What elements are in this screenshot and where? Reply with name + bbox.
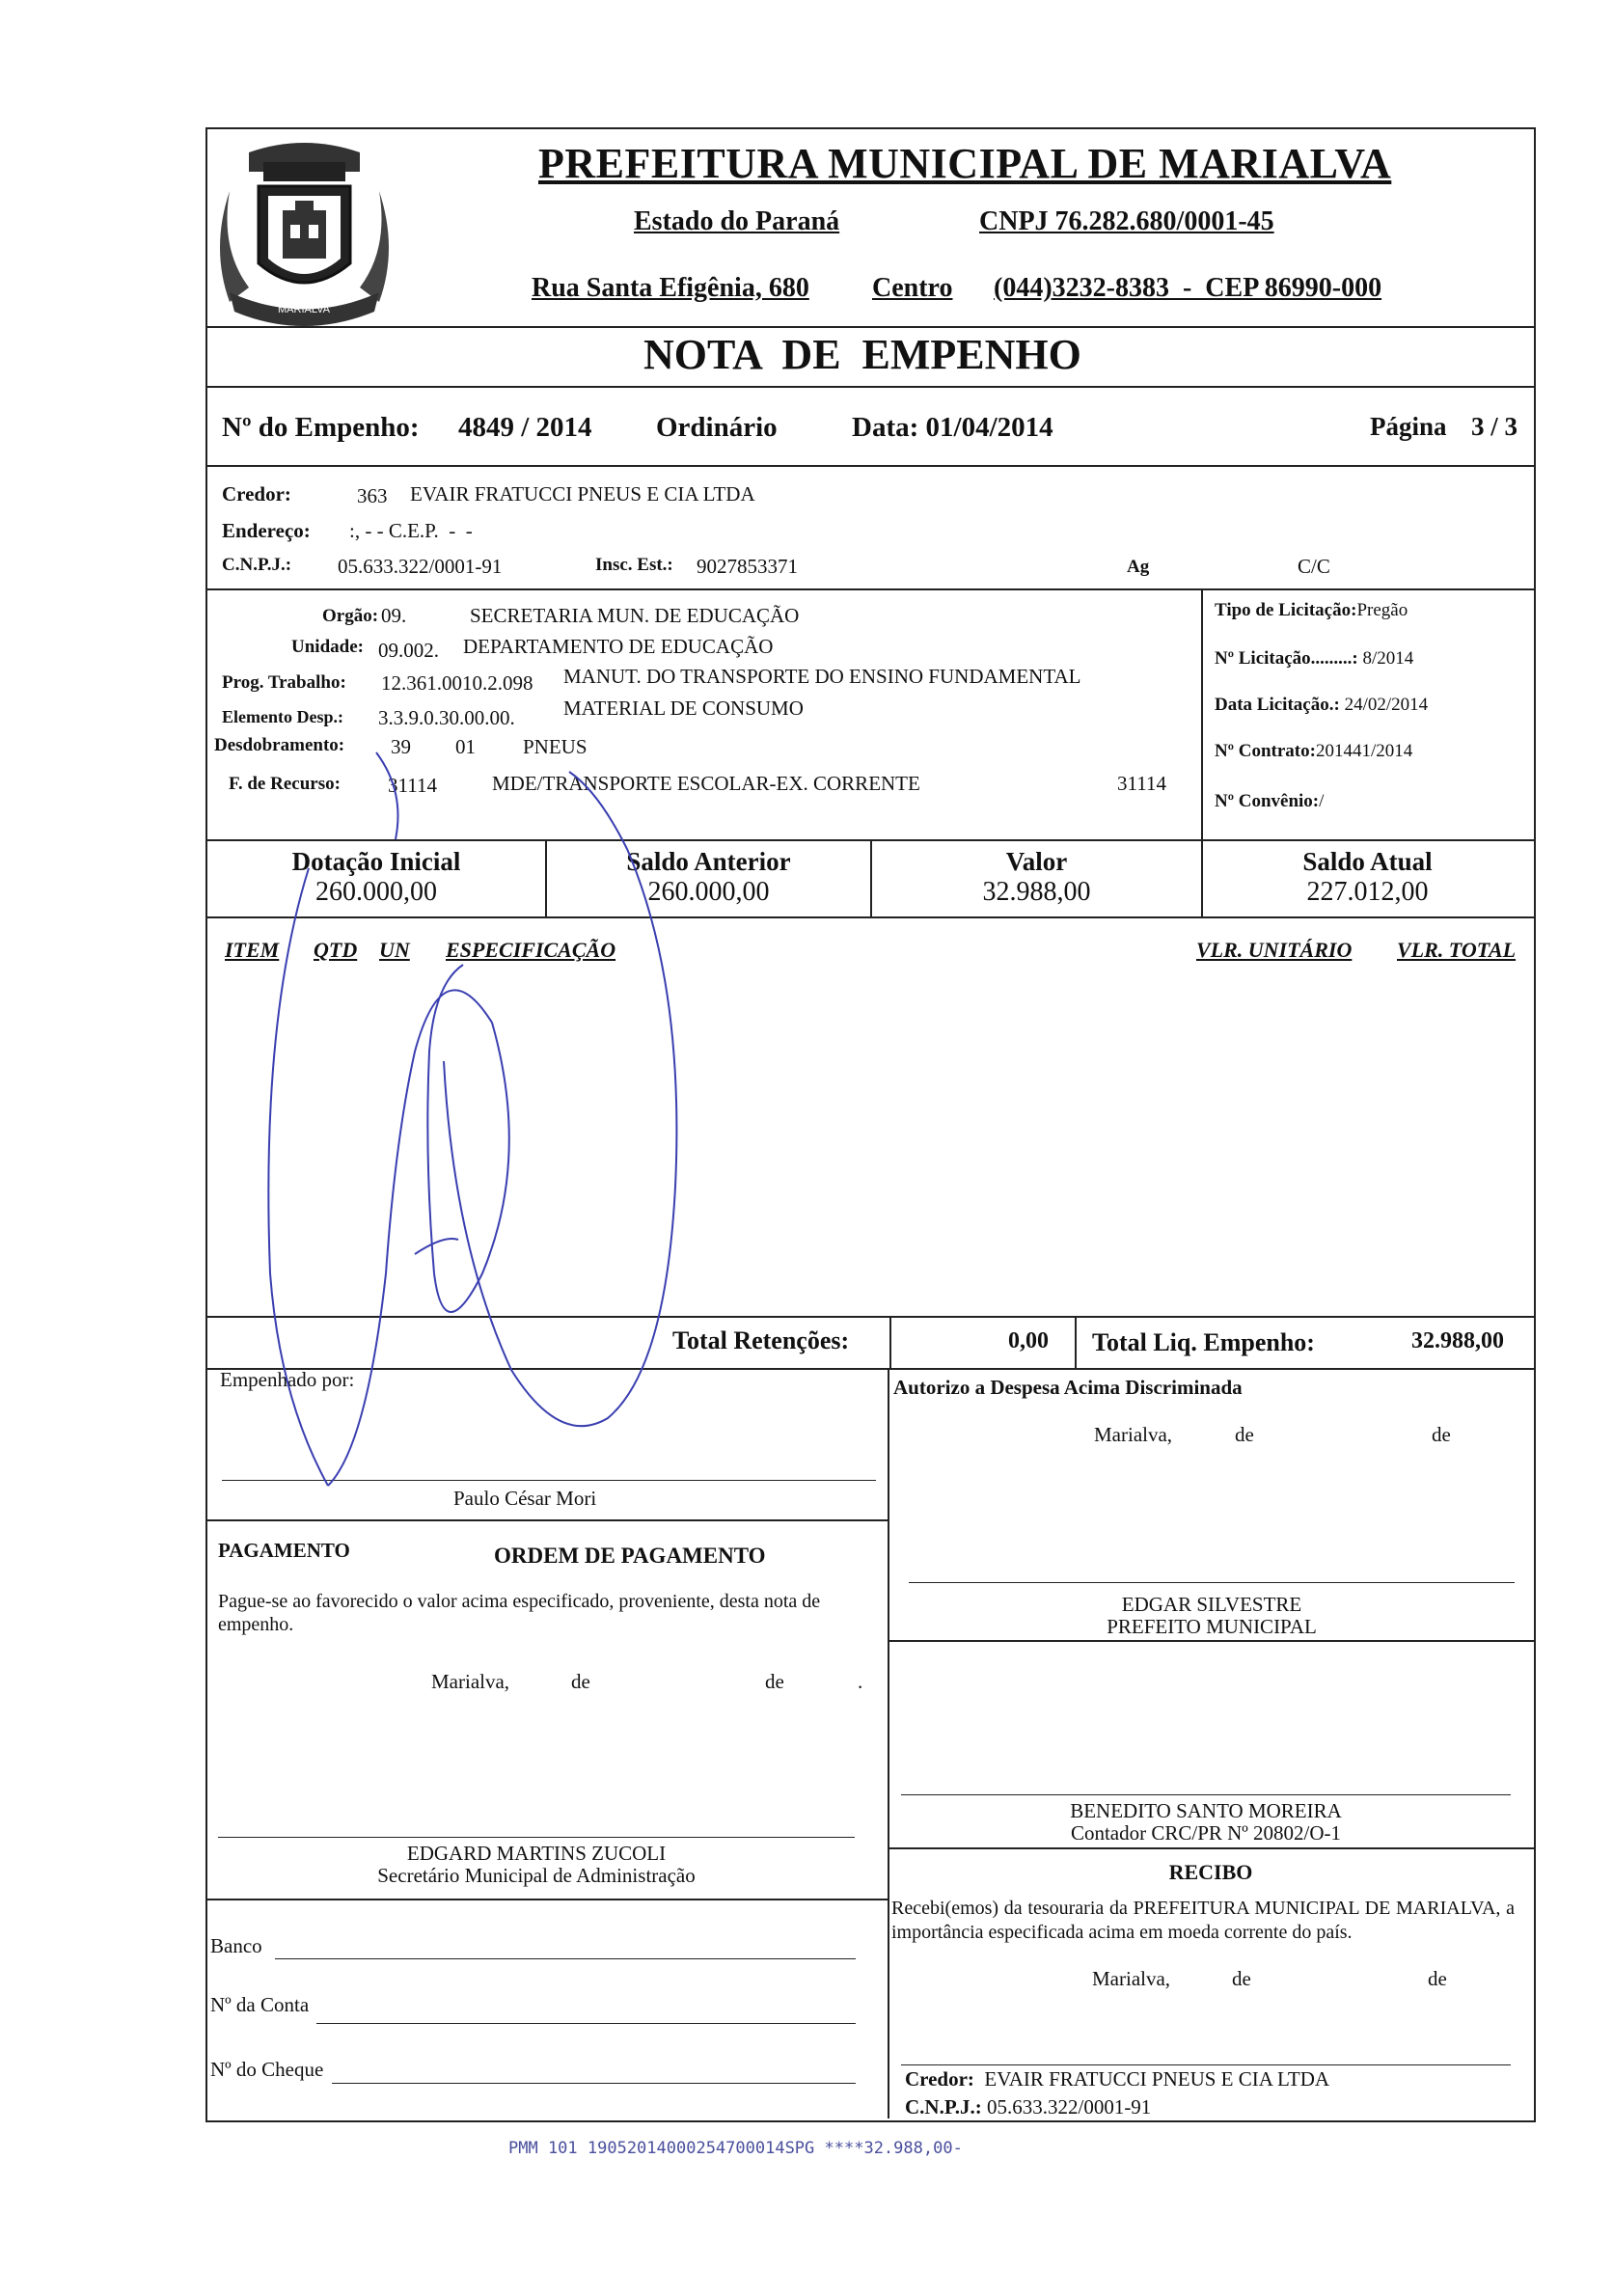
fonte-recurso-code-2: 31114: [1117, 772, 1166, 795]
liquido-value: 32.988,00: [1411, 1328, 1504, 1353]
convenio-number: [1215, 791, 1324, 812]
cheque-field[interactable]: [332, 2083, 856, 2084]
divider: [205, 326, 1534, 328]
saldo-anterior-label: Saldo Anterior: [626, 847, 791, 876]
district: Centro: [872, 273, 953, 303]
autorizo-place: Marialva,: [1094, 1423, 1173, 1446]
pagamento-de-1: de: [571, 1670, 590, 1693]
signature-line: [909, 1582, 1515, 1583]
recibo-credor-label: Credor:: [905, 2067, 974, 2091]
page-number: 3 / 3: [1471, 412, 1518, 441]
fonte-recurso-label: F. de Recurso:: [229, 774, 341, 794]
dotacao-inicial-label: Dotação Inicial: [291, 847, 461, 876]
street-address: Rua Santa Efigênia, 680: [532, 273, 809, 303]
divider: [888, 1368, 889, 2118]
orgao-label: Orgão:: [322, 606, 379, 626]
recibo-cnpj-label: C.N.P.J.:: [905, 2095, 982, 2118]
document-title: NOTA DE EMPENHO: [643, 331, 1081, 378]
empenhado-label: Empenhado por:: [220, 1368, 355, 1391]
insc-est-value: 9027853371: [697, 555, 798, 578]
unidade-name: DEPARTAMENTO DE EDUCAÇÃO: [463, 635, 774, 658]
ordem-pagamento-title: ORDEM DE PAGAMENTO: [494, 1544, 766, 1568]
cnpj-label: C.N.P.J.:: [222, 555, 292, 575]
divider: [888, 1640, 1534, 1642]
prog-trabalho-label: Prog. Trabalho:: [222, 672, 346, 693]
empenhado-name: Paulo César Mori: [453, 1487, 597, 1510]
licitacao-type-value: Pregão: [1356, 600, 1408, 620]
licitacao-date-label: Data Licitação.:: [1215, 695, 1340, 715]
pagamento-de-2: de: [765, 1670, 784, 1693]
contract-number: [1215, 741, 1412, 762]
fonte-recurso-name: MDE/TRANSPORTE ESCOLAR-EX. CORRENTE: [492, 772, 920, 795]
recibo-title: RECIBO: [1168, 1860, 1253, 1884]
banco-field[interactable]: [275, 1958, 856, 1959]
divider: [205, 1519, 888, 1521]
account-label: C/C: [1298, 555, 1330, 578]
conta-label: Nº da Conta: [210, 1993, 310, 2016]
desdobramento-label: Desdobramento:: [214, 735, 345, 755]
pagamento-label: PAGAMENTO: [218, 1539, 350, 1562]
credor-code: 363: [357, 484, 388, 507]
conta-field[interactable]: [316, 2023, 856, 2024]
secretario-name: EDGARD MARTINS ZUCOLI: [406, 1842, 667, 1865]
contract-number-value: 201441/2014: [1315, 741, 1413, 761]
licitacao-date: [1215, 695, 1428, 716]
handwritten-initials: [251, 733, 704, 1505]
licitacao-type: [1215, 600, 1408, 621]
licitacao-number-value: 8/2014: [1362, 648, 1414, 669]
cnpj-header: CNPJ 76.282.680/0001-45: [979, 206, 1274, 236]
orgao-name: SECRETARIA MUN. DE EDUCAÇÃO: [470, 604, 800, 627]
saldo-atual-value: 227.012,00: [1306, 877, 1429, 907]
divider: [205, 588, 1534, 590]
licitacao-date-value: 24/02/2014: [1344, 695, 1429, 715]
insc-est-label: Insc. Est.:: [595, 555, 673, 575]
divider: [889, 1316, 891, 1370]
signature-line: [218, 1837, 855, 1838]
prog-trabalho-name: MANUT. DO TRANSPORTE DO ENSINO FUNDAMENTAL: [563, 665, 1081, 688]
pagamento-text: Pague-se ao favorecido o valor acima especificado, proveniente, desta nota de empenho.: [218, 1591, 821, 1635]
divider: [205, 1899, 888, 1900]
empenho-number-label: Nº do Empenho:: [222, 412, 420, 443]
autorizo-de-1: de: [1235, 1423, 1254, 1446]
prefeito-name: EDGAR SILVESTRE: [1121, 1593, 1302, 1616]
col-total: VLR. TOTAL: [1397, 938, 1517, 962]
autorizo-title: Autorizo a Despesa Acima Discriminada: [893, 1376, 1243, 1399]
empenho-type: Ordinário: [656, 412, 778, 443]
secretario-role: Secretário Municipal de Administração: [377, 1864, 696, 1887]
contract-number-label: Nº Contrato:: [1215, 741, 1316, 761]
recibo-place: Marialva,: [1092, 1967, 1171, 1990]
elemento-name: MATERIAL DE CONSUMO: [563, 697, 804, 720]
saldo-anterior-value: 260.000,00: [647, 877, 770, 907]
agency-label: Ag: [1127, 557, 1150, 577]
credor-label: Credor:: [222, 482, 291, 506]
divider: [888, 1847, 1534, 1849]
fonte-recurso-code: 31114: [388, 774, 437, 797]
phone-cep: (044)3232-8383 - CEP 86990-000: [994, 273, 1382, 303]
divider: [205, 386, 1534, 388]
desdobramento-b: 01: [455, 735, 476, 758]
col-qtd: QTD: [314, 938, 358, 962]
state-name: Estado do Paraná: [634, 206, 840, 236]
empenho-date: Data: 01/04/2014: [852, 412, 1053, 443]
orgao-code: 09.: [381, 604, 407, 627]
valor-box: [872, 847, 1201, 908]
desdobramento-name: PNEUS: [523, 735, 588, 758]
recibo-cnpj: [905, 2095, 1151, 2119]
address-label: Endereço:: [222, 519, 311, 542]
contador-role: Contador CRC/PR Nº 20802/O-1: [1070, 1821, 1342, 1845]
autorizo-de-2: de: [1432, 1423, 1451, 1446]
empenho-number: 4849 / 2014: [458, 412, 592, 443]
cheque-label: Nº do Cheque: [210, 2058, 324, 2081]
unidade-code: 09.002.: [378, 639, 439, 662]
licitacao-number-label: Nº Licitação.........:: [1215, 648, 1358, 669]
valor-value: 32.988,00: [982, 877, 1091, 907]
recibo-credor-name: EVAIR FRATUCCI PNEUS E CIA LTDA: [984, 2067, 1330, 2091]
prog-trabalho-code: 12.361.0010.2.098: [381, 671, 533, 695]
dotacao-inicial-value: 260.000,00: [315, 877, 437, 907]
liquido-label: Total Liq. Empenho:: [1092, 1328, 1315, 1356]
elemento-code: 3.3.9.0.30.00.00.: [378, 706, 515, 729]
valor-label: Valor: [1005, 847, 1068, 876]
licitacao-type-label: Tipo de Licitação:: [1215, 600, 1357, 620]
recibo-de-2: de: [1428, 1967, 1447, 1990]
col-item: ITEM: [225, 938, 280, 962]
signature-line: [901, 1794, 1511, 1795]
convenio-number-value: /: [1319, 791, 1325, 811]
recibo-de-1: de: [1232, 1967, 1251, 1990]
unidade-label: Unidade:: [291, 637, 364, 657]
saldo-atual-box: [1203, 847, 1532, 908]
col-un: UN: [379, 938, 410, 962]
banco-label: Banco: [210, 1934, 262, 1957]
pagamento-dot: .: [858, 1670, 863, 1693]
retencoes-label: Total Retenções:: [672, 1326, 850, 1354]
credor-name: EVAIR FRATUCCI PNEUS E CIA LTDA: [410, 482, 755, 506]
pagamento-place: Marialva,: [431, 1670, 510, 1693]
licitacao-number: [1215, 648, 1413, 670]
signature-line: [901, 2064, 1511, 2065]
credor-cnpj: 05.633.322/0001-91: [338, 555, 503, 578]
col-unit-price: VLR. UNITÁRIO: [1196, 938, 1353, 962]
address-value: :, - - C.E.P. - -: [349, 519, 473, 542]
recibo-cnpj-value: 05.633.322/0001-91: [986, 2095, 1152, 2118]
recibo-credor: [905, 2067, 1329, 2091]
footer-code: PMM 101 19052014000254700014SPG ****32.988,00-: [508, 2139, 963, 2158]
contador-name: BENEDITO SANTO MOREIRA: [1070, 1799, 1342, 1822]
elemento-label: Elemento Desp.:: [222, 707, 343, 726]
prefeito-role: PREFEITO MUNICIPAL: [1107, 1615, 1317, 1638]
divider: [1201, 588, 1203, 839]
page-label: Página: [1370, 412, 1447, 441]
col-especificacao: ESPECIFICAÇÃO: [446, 938, 616, 962]
convenio-number-label: Nº Convênio:: [1215, 791, 1320, 811]
retencoes-value: 0,00: [1008, 1328, 1049, 1353]
divider: [1075, 1316, 1077, 1370]
page-title: PREFEITURA MUNICIPAL DE MARIALVA: [538, 140, 1392, 187]
saldo-atual-label: Saldo Atual: [1302, 847, 1433, 876]
divider: [205, 465, 1534, 467]
recibo-text: Recebi(emos) da tesouraria da PREFEITURA MUNICIPAL DE MARIALVA, a importância especificada acima em moeda corrente do país.: [891, 1898, 1515, 1943]
desdobramento-a: 39: [391, 735, 411, 758]
svg-text:MARIALVA: MARIALVA: [278, 304, 330, 315]
